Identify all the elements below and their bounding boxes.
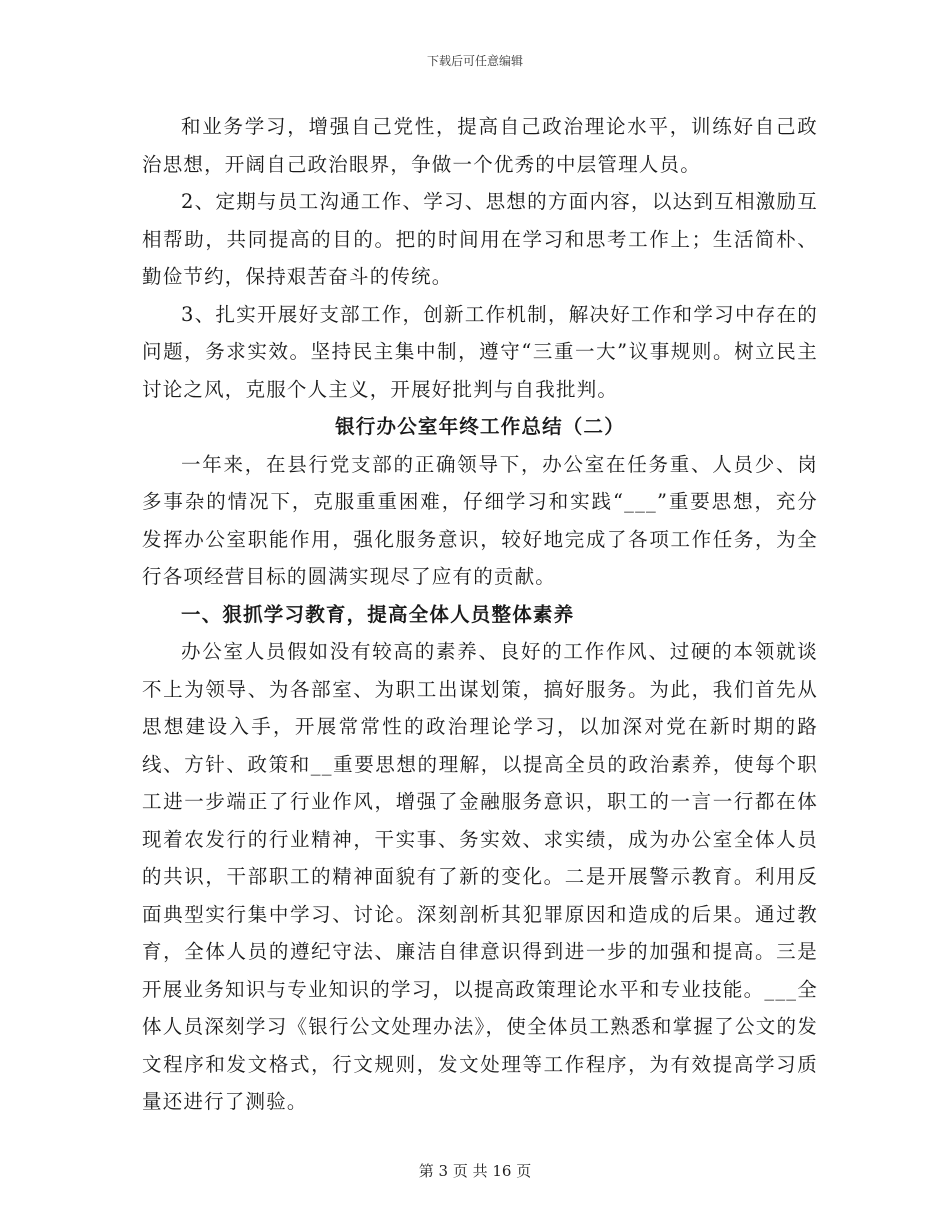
paragraph-continued: 和业务学习，增强自己党性，提高自己政治理论水平，训练好自己政治思想，开阔自己政治眼界，争做一个优秀的中层管理人员。 [142,115,818,176]
document-title: 银行办公室年终工作总结（二） [335,415,625,438]
page-header: 下载后可任意编辑 [426,54,523,68]
section-heading-1: 一、狠抓学习教育，提高全体人员整体素养 [181,602,575,626]
document-body [142,108,818,1121]
paragraph-item-2: 2、定期与员工沟通工作、学习、思想的方面内容，以达到互相激励互相帮助，共同提高的目的。把的时间用在学习和思考工作上；生活简朴、勤俭节约，保持艰苦奋斗的传统。 [142,190,818,288]
paragraph-intro: 一年来，在县行党支部的正确领导下，办公室在任务重、人员少、岗多事杂的情况下，克服重重困难，仔细学习和实践“___”重要思想，充分发挥办公室职能作用，强化服务意识，较好地完成了各项工作任务，为全行各项经营目标的圆满实现尽了应有的贡献。 [142,452,818,588]
paragraph-item-3: 3、扎实开展好支部工作，创新工作机制，解决好工作和学习中存在的问题，务求实效。坚持民主集中制，遵守“三重一大”议事规则。树立民主讨论之风，克服个人主义，开展好批判与自我批判。 [142,302,818,401]
paragraph-section-1: 办公室人员假如没有较高的素养、良好的工作作风、过硬的本领就谈不上为领导、为各部室、为职工出谋划策，搞好服务。为此，我们首先从思想建设入手，开展常常性的政治理论学习，以加深对党在新时期的路线、方针、政策和__重要思想的理解，以提高全员的政治素养，使每个职工进一步端正了行业作风，增强了金融服务意识，职工的一言一行都在体现着农发行的行业精神，干实事、务实效、求实绩，成为办公室全体人员的共识，干部职工的精神面貌有了新的变化。二是开展警示教育。利用反面典型实行集中学习、讨论。深刻剖析其犯罪原因和造成的后果。通过教育，全体人员的遵纪守法、廉洁自律意识得到进一步的加强和提高。三是开展业务知识与专业知识的学习，以提高政策理论水平和专业技能。___全体人员深刻学习《银行公文处理办法》，使全体员工熟悉和掌握了公文的发文程序和发文格式，行文规则，发文处理等工作程序，为有效提高学习质量还进行了测验。 [142,640,818,1113]
page-footer: 第 3 页 共 16 页 [418,1162,532,1180]
